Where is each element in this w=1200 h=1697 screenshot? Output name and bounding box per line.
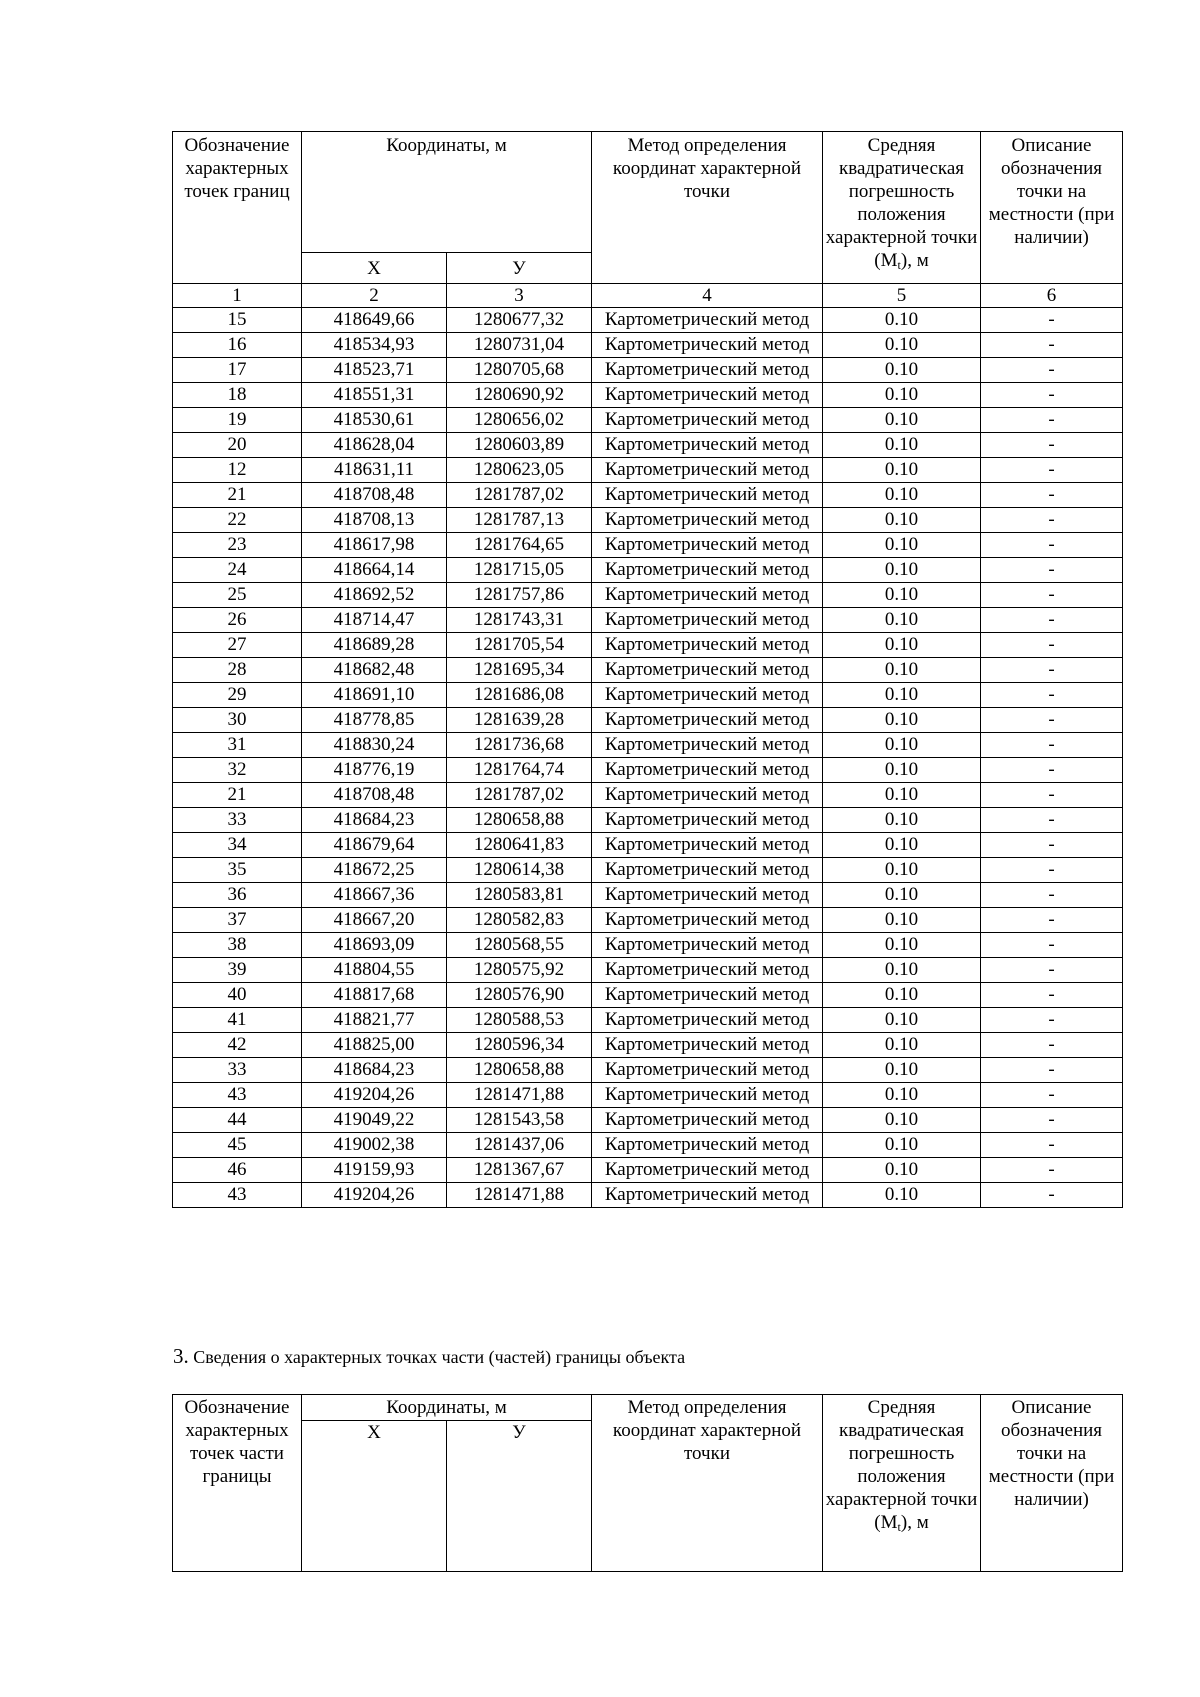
error-cell: 0.10 [823,708,981,733]
error-cell: 0.10 [823,1033,981,1058]
y-coordinate-cell: 1281437,06 [447,1133,592,1158]
point-id-cell: 33 [173,1058,302,1083]
x-coordinate-cell: 418672,25 [302,858,447,883]
method-cell: Картометрический метод [592,558,823,583]
table-row [173,958,1123,983]
point-id-cell: 18 [173,383,302,408]
description-cell: - [981,583,1123,608]
x-coordinate-cell: 418693,09 [302,933,447,958]
error-cell: 0.10 [823,1158,981,1183]
column-numbers-row [173,284,1123,308]
y-coordinate-cell: 1281639,28 [447,708,592,733]
y-coordinate-cell: 1280623,05 [447,458,592,483]
table-row [173,1058,1123,1083]
point-id-cell: 32 [173,758,302,783]
header-coordinates: Координаты, м [302,132,592,253]
table-row [173,458,1123,483]
x-coordinate-cell: 418692,52 [302,583,447,608]
table-row [173,1108,1123,1133]
table-row [173,1033,1123,1058]
error-cell: 0.10 [823,608,981,633]
method-cell: Картометрический метод [592,308,823,333]
x-coordinate-cell: 418825,00 [302,1033,447,1058]
column-number: 4 [592,284,823,308]
error-cell: 0.10 [823,783,981,808]
description-cell: - [981,983,1123,1008]
error-cell: 0.10 [823,908,981,933]
header-y: У [447,253,592,284]
point-id-cell: 22 [173,508,302,533]
description-cell: - [981,758,1123,783]
method-cell: Картометрический метод [592,833,823,858]
point-id-cell: 39 [173,958,302,983]
error-cell: 0.10 [823,983,981,1008]
table-row [173,1008,1123,1033]
table-row [173,308,1123,333]
column-number: 3 [447,284,592,308]
section-number: 3. [173,1344,189,1368]
header-description: Описание обозначения точки на местности (при наличии) [981,132,1123,284]
table-row [173,1133,1123,1158]
x-coordinate-cell: 418617,98 [302,533,447,558]
table-row [173,733,1123,758]
description-cell: - [981,308,1123,333]
x-coordinate-cell: 418684,23 [302,808,447,833]
error-cell: 0.10 [823,458,981,483]
error-cell: 0.10 [823,883,981,908]
method-cell: Картометрический метод [592,1108,823,1133]
description-cell: - [981,358,1123,383]
error-cell: 0.10 [823,758,981,783]
description-cell: - [981,1008,1123,1033]
description-cell: - [981,1058,1123,1083]
point-id-cell: 46 [173,1158,302,1183]
point-id-cell: 26 [173,608,302,633]
x-coordinate-cell: 419204,26 [302,1183,447,1208]
header-x: Х [302,1421,447,1572]
point-id-cell: 43 [173,1183,302,1208]
table-row [173,1158,1123,1183]
error-cell: 0.10 [823,333,981,358]
error-cell: 0.10 [823,858,981,883]
method-cell: Картометрический метод [592,958,823,983]
table-row [173,658,1123,683]
x-coordinate-cell: 418530,61 [302,408,447,433]
y-coordinate-cell: 1280568,55 [447,933,592,958]
header-description: Описание обозначения точки на местности (при наличии) [981,1395,1123,1572]
method-cell: Картометрический метод [592,1133,823,1158]
method-cell: Картометрический метод [592,1183,823,1208]
table-row [173,1183,1123,1208]
description-cell: - [981,783,1123,808]
description-cell: - [981,408,1123,433]
description-cell: - [981,483,1123,508]
method-cell: Картометрический метод [592,1033,823,1058]
y-coordinate-cell: 1280603,89 [447,433,592,458]
header-y: У [447,1421,592,1572]
y-coordinate-cell: 1281695,34 [447,658,592,683]
error-cell: 0.10 [823,583,981,608]
x-coordinate-cell: 418679,64 [302,833,447,858]
x-coordinate-cell: 418667,36 [302,883,447,908]
y-coordinate-cell: 1280690,92 [447,383,592,408]
description-cell: - [981,1033,1123,1058]
method-cell: Картометрический метод [592,733,823,758]
method-cell: Картометрический метод [592,608,823,633]
column-number: 1 [173,284,302,308]
x-coordinate-cell: 418631,11 [302,458,447,483]
point-id-cell: 35 [173,858,302,883]
description-cell: - [981,508,1123,533]
error-cell: 0.10 [823,683,981,708]
y-coordinate-cell: 1281543,58 [447,1108,592,1133]
point-id-cell: 44 [173,1108,302,1133]
y-coordinate-cell: 1280576,90 [447,983,592,1008]
x-coordinate-cell: 419002,38 [302,1133,447,1158]
method-cell: Картометрический метод [592,1008,823,1033]
description-cell: - [981,958,1123,983]
table-row [173,508,1123,533]
table-row [173,883,1123,908]
y-coordinate-cell: 1281757,86 [447,583,592,608]
point-id-cell: 38 [173,933,302,958]
point-id-cell: 23 [173,533,302,558]
table-row [173,708,1123,733]
y-coordinate-cell: 1280588,53 [447,1008,592,1033]
x-coordinate-cell: 418708,13 [302,508,447,533]
table-row [173,358,1123,383]
table-row [173,383,1123,408]
point-id-cell: 24 [173,558,302,583]
method-cell: Картометрический метод [592,983,823,1008]
method-cell: Картометрический метод [592,858,823,883]
header-point-designation: Обозначение характерных точек части границы [173,1395,302,1572]
table-row [173,533,1123,558]
y-coordinate-cell: 1281686,08 [447,683,592,708]
error-cell: 0.10 [823,733,981,758]
header-coordinates: Координаты, м [302,1395,592,1421]
header-point-designation: Обозначение характерных точек границ [173,132,302,284]
method-cell: Картометрический метод [592,883,823,908]
description-cell: - [981,558,1123,583]
point-id-cell: 40 [173,983,302,1008]
method-cell: Картометрический метод [592,783,823,808]
point-id-cell: 45 [173,1133,302,1158]
y-coordinate-cell: 1280575,92 [447,958,592,983]
point-id-cell: 21 [173,783,302,808]
error-cell: 0.10 [823,383,981,408]
method-cell: Картометрический метод [592,1058,823,1083]
column-number: 5 [823,284,981,308]
description-cell: - [981,858,1123,883]
description-cell: - [981,1133,1123,1158]
y-coordinate-cell: 1281787,02 [447,483,592,508]
description-cell: - [981,633,1123,658]
method-cell: Картометрический метод [592,708,823,733]
description-cell: - [981,608,1123,633]
table-row [173,483,1123,508]
table-row [173,558,1123,583]
error-cell: 0.10 [823,633,981,658]
point-id-cell: 43 [173,1083,302,1108]
method-cell: Картометрический метод [592,383,823,408]
x-coordinate-cell: 418684,23 [302,1058,447,1083]
y-coordinate-cell: 1281787,13 [447,508,592,533]
y-coordinate-cell: 1281764,74 [447,758,592,783]
description-cell: - [981,1108,1123,1133]
part-boundary-points-table [172,1394,1123,1572]
x-coordinate-cell: 418534,93 [302,333,447,358]
point-id-cell: 28 [173,658,302,683]
y-coordinate-cell: 1280583,81 [447,883,592,908]
y-coordinate-cell: 1280658,88 [447,1058,592,1083]
method-cell: Картометрический метод [592,1158,823,1183]
x-coordinate-cell: 418664,14 [302,558,447,583]
point-id-cell: 34 [173,833,302,858]
column-number: 2 [302,284,447,308]
method-cell: Картометрический метод [592,1083,823,1108]
y-coordinate-cell: 1281715,05 [447,558,592,583]
point-id-cell: 36 [173,883,302,908]
table-row [173,633,1123,658]
x-coordinate-cell: 419204,26 [302,1083,447,1108]
y-coordinate-cell: 1281764,65 [447,533,592,558]
y-coordinate-cell: 1281367,67 [447,1158,592,1183]
y-coordinate-cell: 1281743,31 [447,608,592,633]
y-coordinate-cell: 1280677,32 [447,308,592,333]
description-cell: - [981,908,1123,933]
point-id-cell: 16 [173,333,302,358]
y-coordinate-cell: 1281471,88 [447,1083,592,1108]
y-coordinate-cell: 1280582,83 [447,908,592,933]
error-cell: 0.10 [823,658,981,683]
table-row [173,683,1123,708]
error-cell: 0.10 [823,508,981,533]
table-row [173,983,1123,1008]
table-row [173,833,1123,858]
x-coordinate-cell: 418776,19 [302,758,447,783]
method-cell: Картометрический метод [592,758,823,783]
point-id-cell: 15 [173,308,302,333]
method-cell: Картометрический метод [592,483,823,508]
y-coordinate-cell: 1281471,88 [447,1183,592,1208]
method-cell: Картометрический метод [592,408,823,433]
error-cell: 0.10 [823,533,981,558]
x-coordinate-cell: 418691,10 [302,683,447,708]
point-id-cell: 12 [173,458,302,483]
header-mean-error: Средняя квадратическая погрешность положения характерной точки $(M_t)$, м [823,132,981,284]
x-coordinate-cell: 418804,55 [302,958,447,983]
description-cell: - [981,383,1123,408]
y-coordinate-cell: 1280614,38 [447,858,592,883]
error-cell: 0.10 [823,958,981,983]
table-row [173,808,1123,833]
y-coordinate-cell: 1281736,68 [447,733,592,758]
header-method: Метод определения координат характерной точки [592,132,823,284]
point-id-cell: 31 [173,733,302,758]
section-3-heading [173,1344,685,1369]
error-cell: 0.10 [823,1133,981,1158]
description-cell: - [981,533,1123,558]
error-cell: 0.10 [823,1183,981,1208]
y-coordinate-cell: 1281705,54 [447,633,592,658]
error-cell: 0.10 [823,933,981,958]
x-coordinate-cell: 418667,20 [302,908,447,933]
boundary-points-table [172,131,1123,1208]
description-cell: - [981,933,1123,958]
y-coordinate-cell: 1280596,34 [447,1033,592,1058]
table-row [173,408,1123,433]
error-cell: 0.10 [823,1083,981,1108]
header-method: Метод определения координат характерной точки [592,1395,823,1572]
method-cell: Картометрический метод [592,633,823,658]
y-coordinate-cell: 1280641,83 [447,833,592,858]
point-id-cell: 37 [173,908,302,933]
description-cell: - [981,833,1123,858]
y-coordinate-cell: 1280658,88 [447,808,592,833]
x-coordinate-cell: 418714,47 [302,608,447,633]
table-row [173,783,1123,808]
boundary-points-body [173,308,1123,1208]
method-cell: Картометрический метод [592,808,823,833]
description-cell: - [981,1158,1123,1183]
x-coordinate-cell: 418708,48 [302,783,447,808]
description-cell: - [981,333,1123,358]
description-cell: - [981,658,1123,683]
header-x: Х [302,253,447,284]
point-id-cell: 20 [173,433,302,458]
point-id-cell: 30 [173,708,302,733]
table-row [173,908,1123,933]
point-id-cell: 17 [173,358,302,383]
description-cell: - [981,433,1123,458]
x-coordinate-cell: 418551,31 [302,383,447,408]
error-cell: 0.10 [823,308,981,333]
error-cell: 0.10 [823,833,981,858]
point-id-cell: 42 [173,1033,302,1058]
table-row [173,933,1123,958]
x-coordinate-cell: 418682,48 [302,658,447,683]
table-row [173,433,1123,458]
method-cell: Картометрический метод [592,508,823,533]
point-id-cell: 27 [173,633,302,658]
x-coordinate-cell: 418523,71 [302,358,447,383]
table-row [173,758,1123,783]
x-coordinate-cell: 418830,24 [302,733,447,758]
method-cell: Картометрический метод [592,683,823,708]
method-cell: Картометрический метод [592,333,823,358]
description-cell: - [981,808,1123,833]
description-cell: - [981,1183,1123,1208]
x-coordinate-cell: 419049,22 [302,1108,447,1133]
y-coordinate-cell: 1281787,02 [447,783,592,808]
table-row [173,858,1123,883]
method-cell: Картометрический метод [592,458,823,483]
description-cell: - [981,458,1123,483]
method-cell: Картометрический метод [592,533,823,558]
method-cell: Картометрический метод [592,908,823,933]
y-coordinate-cell: 1280705,68 [447,358,592,383]
x-coordinate-cell: 418689,28 [302,633,447,658]
x-coordinate-cell: 418817,68 [302,983,447,1008]
error-cell: 0.10 [823,483,981,508]
error-cell: 0.10 [823,358,981,383]
error-cell: 0.10 [823,433,981,458]
method-cell: Картометрический метод [592,583,823,608]
point-id-cell: 41 [173,1008,302,1033]
x-coordinate-cell: 418708,48 [302,483,447,508]
point-id-cell: 33 [173,808,302,833]
description-cell: - [981,883,1123,908]
table-row [173,1083,1123,1108]
description-cell: - [981,708,1123,733]
table-row [173,583,1123,608]
header-mean-error: Средняя квадратическая погрешность положения характерной точки $(M_t)$, м [823,1395,981,1572]
section-title: Сведения о характерных точках части (частей) границы объекта [193,1347,686,1367]
x-coordinate-cell: 418628,04 [302,433,447,458]
y-coordinate-cell: 1280731,04 [447,333,592,358]
description-cell: - [981,1083,1123,1108]
x-coordinate-cell: 418649,66 [302,308,447,333]
point-id-cell: 21 [173,483,302,508]
method-cell: Картометрический метод [592,433,823,458]
description-cell: - [981,733,1123,758]
description-cell: - [981,683,1123,708]
point-id-cell: 25 [173,583,302,608]
table-row [173,333,1123,358]
error-cell: 0.10 [823,808,981,833]
error-cell: 0.10 [823,1108,981,1133]
column-number: 6 [981,284,1123,308]
method-cell: Картометрический метод [592,658,823,683]
table-row [173,608,1123,633]
method-cell: Картометрический метод [592,933,823,958]
x-coordinate-cell: 418778,85 [302,708,447,733]
method-cell: Картометрический метод [592,358,823,383]
error-cell: 0.10 [823,1008,981,1033]
x-coordinate-cell: 418821,77 [302,1008,447,1033]
error-cell: 0.10 [823,1058,981,1083]
point-id-cell: 19 [173,408,302,433]
y-coordinate-cell: 1280656,02 [447,408,592,433]
x-coordinate-cell: 419159,93 [302,1158,447,1183]
error-cell: 0.10 [823,408,981,433]
point-id-cell: 29 [173,683,302,708]
error-cell: 0.10 [823,558,981,583]
